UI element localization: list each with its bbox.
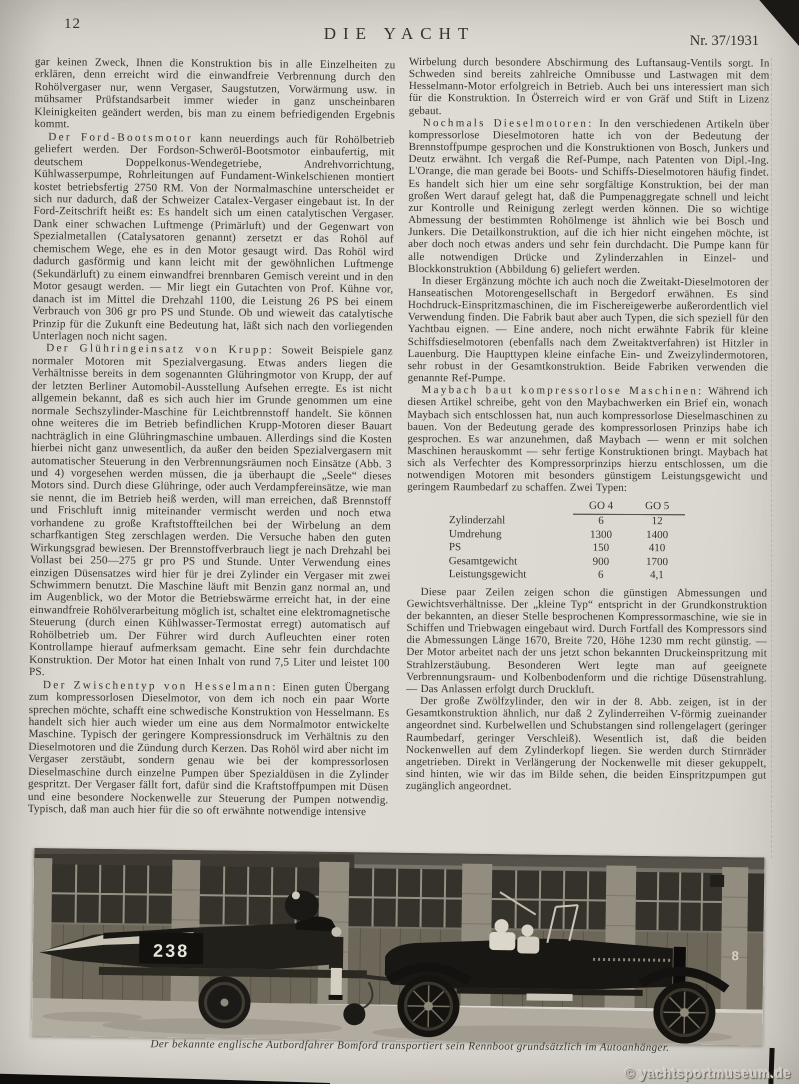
step-box: [527, 993, 573, 1001]
row-label: Zylinderzahl: [448, 514, 505, 527]
paragraph-text: Der große Zwölfzylinder, den wir in der 8. Abb. zeigen, ist in der Gesamtkonstruktion ähnlich, nur daß 2 Zylinderreihen V-förmig zueinander angeordnet sind. Kurbelwellen und Schubstangen sind rollengelagert (geringer Raumbedarf, geringer Verschleiß). Wesentlich ist, daß die beiden Nockenwellen auf dem Zylinderkopf liegen. Sie werden durch Stirnräder angetrieben. Direkt in Verlängerung der Nockenwelle mit dieser gekuppelt, sind hinten, wie wir das im Bilde sehen, die beiden Einspritzpumpen gut zugänglich angeordnet.: [405, 695, 767, 793]
paragraph-text: In dieser Ergänzung möchte ich auch noch die Zweitakt-Dieselmotoren der Hanseatischen Motorengesellschaft in Bergedorf erwähnen. Es sind Hochdruck-Einspritzmaschinen, die im Fischereigewerbe außerordentlich viel Verwendung finden. Die Fabrik baut aber auch Typen, die sich speziell für den Yachtbau eignen. — Eine andere, noch nicht erwähnte Fabrik für kleine Schiffsdieselmotoren (ebenfalls nach dem Zweitaktverfahren) ist Hitzler in Lauenburg. Die Haupttypen kleine einfache Ein- und Zweizylindermotoren, sehr robust in der Gesamtkonstruktion. Beide Fabriken verwenden die genannte Ref-Pumpe.: [407, 274, 769, 385]
cell-go4: 150: [592, 541, 609, 555]
standing-person: [329, 927, 344, 1000]
paragraph-text: Wirbelung durch besondere Abschirmung des Luftansaug-Ventils sorgt. In Schweden sind bereits zahlreiche Omnibusse und Lastwagen mit dem Hesselmann-Motor erfolgreich in Betrieb. Auch bei uns interessiert man sich für die Konstruktion. In Österreich wird er von Gräf und Stift in Lizenz gebaut.: [408, 56, 769, 117]
engine-spec-table: [448, 499, 685, 583]
cell-go5: 4,1: [649, 569, 664, 582]
cell-go5: 410: [648, 542, 665, 555]
photo-caption: Der bekannte englische Autbordfahrer Bomford transportiert sein Rennboot grundsätzlich im Autoanhänger.: [150, 1038, 670, 1054]
article-body: [27, 56, 769, 819]
paragraph: [32, 131, 395, 346]
watermark: © yachtsportmuseum.de: [624, 1066, 791, 1081]
cell-go4: 1300: [589, 528, 612, 541]
cell-go5: 1700: [645, 555, 668, 568]
paragraph-lead: Der Zwischentyp von Hesselmann:: [42, 678, 278, 694]
article-column-right: [405, 56, 769, 817]
table-header-go4: GO 4: [573, 499, 629, 514]
table-corner-cell: [449, 499, 573, 515]
paragraph: [405, 695, 766, 794]
photo-figure: [32, 848, 765, 1046]
row-label: Umdrehung: [448, 527, 501, 541]
driver-torso: [517, 936, 539, 953]
row-label: Leistungsgewicht: [448, 568, 526, 581]
paragraph-lead: Der Glühringeinsatz von Krupp:: [46, 342, 275, 357]
paragraph-lead: Nochmals Dieselmotoren:: [422, 116, 594, 130]
table-row: [448, 541, 684, 556]
cell-go5: 1400: [645, 528, 668, 541]
paragraph-text: Soweit Beispiele ganz normaler Motoren mit Spezialvergasung. Etwas anders liegen die Verhältnisse bereits in dem sogenannten Glühringmotor von Krupp, der auf der letzten Berliner Automobil-Ausstellung Aufsehen erregte. Es ist nicht allgemein bekannt, daß es sich auch hier im Grunde genommen um eine normale Sechszylinder-Maschine für Leichtbrennstoff handelt. Sie können ohne weiteres die im Betrieb befindlichen Krupp-Motoren dieser Bauart nachträglich in eine Glühringmaschine umbauen. Allerdings sind die Kosten hierbei nicht ganz unwesentlich, da außer den beiden Spezialvergasern mit automatischer Steuerung in den Verbrennungsräumen noch Einsätze (Abb. 3 und 4) vorgesehen werden müssen, die ja überhaupt die „Seele“ dieses Motors sind. Durch diese Glühringe, oder auch Verdampfereinsätze, wie man sie nennt, die im Betrieb heiß werden, will man erreichen, daß Brennstoff und Frischluft innig miteinander vermischt werden und noch etwa vorhandene zu große Kraftstoffteilchen bei der Wirbelung an dem scharfkantigen Steg zerschlagen werden. Die Versuche haben den guten Wirkungsgrad bewiesen. Der Brennstoffverbrauch liegt je nach Drehzahl bei Vollast bei 250—275 gr pro PS und Stunde. Unter Verwendung eines einzigen Düsensatzes wird hier für je drei Zylinder ein Vergaser mit zwei Schwimmern benutzt. Die Maschine läuft mit Benzin ganz normal an, und im Augenblick, wo der Motor die Betriebswärme erreicht hat, in der eine einwandfreie Rohölverarbeitung möglich ist, schaltet eine elektromagnetische Steuerung (durch einen Kühlwasser-Termostat erregt) automatisch auf Rohölbetrieb um. Der Führer wird durch Aufleuchten einer roten Kontrollampe hierauf aufmerksam gemacht. Eine sehr fein durchdachte Konstruktion. Der Motor hat einen Inhalt von rund 7,5 Liter und leistet 100 PS.: [29, 344, 393, 679]
paragraph: [34, 56, 395, 134]
paragraph: [408, 56, 769, 118]
row-label: Gesamtgewicht: [448, 554, 517, 568]
row-label: PS: [448, 541, 461, 554]
paragraph: [407, 384, 768, 495]
scan-artifact-bottom: [0, 1072, 330, 1084]
table-header-go5: GO 5: [629, 500, 685, 515]
table-row: [448, 514, 684, 529]
article-column-left: [28, 56, 396, 819]
paragraph: [28, 679, 390, 819]
paragraph-text: kann neuerdings auch für Rohölbetrieb geliefert werden. Der Fordson-Schweröl-Bootsmotor einbaufertig, mit deutschem Doppelkonus-Wendegetriebe, Andrehvorrichtung, Kühlwasserpumpe, Rohrleitungen auf Fundament-Winkelschienen montiert kostet betriebsfertig 2750 RM. Von der Normalmaschine unterscheidet er sich nur dadurch, daß der Schweizer Catalex-Vergaser eingebaut ist. In der Ford-Zeitschrift heißt es: Es handelt sich um einen catalytischen Vergaser. Dank einer schwachen Luftmenge (Primärluft) und der Gegenwart von Spezialmetallen (Catalysatoren genannt) zersetzt er das Rohöl auf chemischem Wege, ehe es in den Motor gesaugt wird. Das Rohöl wird dadurch gasförmig und kann leicht mit der gewöhnlichen Luftmenge (Sekundärluft) zu einem einwandfrei brennbaren Gemisch vereint und in den Motor gesaugt werden. — Mir liegt ein Gutachten von Prof. Kühne vor, danach ist im Mittel die Drehzahl 1100, die Leistung 26 PS bei einem Verbrauch von 306 gr pro PS und Stunde. Ob und wieweit das catalytische Prinzip für die Zukunft eine Bedeutung hat, läßt sich nach den vorliegenden Unterlagen noch nicht sagen.: [32, 132, 395, 344]
door-number: 8: [731, 948, 739, 964]
cell-go4: 900: [592, 555, 609, 568]
paragraph-text: Diese paar Zeilen zeigen schon die günstigen Abmessungen und Gewichtsverhältnisse. Der „kleine Typ“ entspricht in der Grundkonstruktion der bekannten, an dieser Stelle besprochenen Kompressormaschine, wie sie in Schiffen und Triebwagen eingebaut wird. Durch Fortfall des Kompressors sind die Abmessungen Länge 1670, Breite 720, Höhe 1230 mm recht günstig. — Der Motor arbeitet nach der uns jetzt schon bekannten Druckeinspritzung mit Strahlzerstäubung. Besonderen Wert legte man auf geeignete Verbrennungsraum- und Kolbenbodenform und die richtige Düsenstrahlung. — Das Anlassen erfolgt durch Druckluft.: [405, 585, 767, 696]
paragraph: [29, 342, 393, 682]
paragraph: [408, 117, 769, 277]
paragraph-text: gar keinen Zweck, Ihnen die Konstruktion bis in alle Einzelheiten zu erklären, denn erreicht wird die einwandfreie Verbrennung durch den Rohölvergaser nur, wenn Vergaser, Saugstutzen, Vorwärmung usw. in mühsamer Prüfstandsarbeit immer wieder in ganz unscheinbaren Kleinigkeiten geändert werden, bis man zu einem befriedigenden Ergebnis kommt.: [34, 56, 396, 131]
passenger-torso: [489, 932, 515, 950]
magazine-title: DIE YACHT: [323, 24, 476, 43]
table-row: [448, 528, 684, 543]
paragraph-text: In den verschiedenen Artikeln über kompressorlose Dieselmotoren hatte ich von der Bedeutung der Brennstoffpumpe gesprochen und die Konstruktionen von Bosch, Junkers und Deutz erwähnt. Ich vergaß die Ref-Pumpe, nach Patenten von Dipl.-Ing. L'Orange, die man gerade bei Boots- und Schiffs-Dieselmotoren häufig findet. Es handelt sich hier um eine sehr sorgfältige Konstruktion, bei der man großen Wert darauf gelegt hat, daß die Pumpenaggregate schnell und leicht zur Kontrolle und Reinigung zerlegt werden können. Die so wichtige Abmessung der bestimmten Rohölmenge ist ähnlich wie bei Bosch und Junkers. Die Detailkonstruktion, auf die ich hier nicht eingehen möchte, ist aber doch noch etwas anders und sehr fein durchdacht. Die Pumpe kann für alle notwendigen Drücke und Zylinderzahlen in Einzel- und Blockkonstruktion (Abbildung 6) geliefert werden.: [407, 117, 769, 276]
header-page-number: 12: [64, 16, 81, 32]
garage-windows: [52, 864, 765, 931]
paragraph-text: Während ich diesen Artikel schreibe, geht von den Maybachwerken ein Brief ein, wonach Maybach sich entschlossen hat, nun auch kompressorlose Dieselmaschinen zu bauen. Von der Bedeutung gerade des kompressorlosen Prinzips habe ich gesprochen. Es war anzunehmen, daß Maybach — wenn er mit solchen Maschinen herauskommt — sehr fertige Konstruktionen bringt. Maybach hat sich als Verfechter des Kompressorprinzips hierzu entschlossen, um die notwendigen Motoren mit besonders günstigem Leistungsgewicht und geringem Raumbedarf zu schaffen. Zwei Typen:: [406, 385, 768, 495]
table-row: [448, 568, 684, 583]
paragraph-lead: Der Ford-Bootsmotor: [48, 130, 194, 145]
door-hatch: [710, 875, 724, 887]
paragraph: [407, 275, 768, 386]
cell-go4: 6: [597, 514, 604, 527]
paragraph-lead: Maybach baut kompressorlose Maschinen:: [421, 384, 704, 398]
cell-go5: 12: [651, 515, 663, 528]
boat-number: 238: [153, 940, 190, 962]
page-crease-line: [771, 58, 772, 858]
photo-illustration: [32, 848, 765, 1046]
paragraph: [406, 586, 767, 697]
table-row: [448, 555, 684, 570]
cell-go4: 6: [597, 568, 604, 581]
issue-number: Nr. 37/1931: [689, 33, 759, 49]
paragraph-text: Einen guten Übergang zum kompressorlosen Dieselmotor, von dem ich noch ein paar Worte sprechen möchte, schafft eine schwedische Konstruktion von Hesselmann. Es handelt sich hier auch wieder um eine aus dem Normalmotor entwickelte Maschine. Typisch der geringere Kompressionsdruck im Verhältnis zu den Dieselmotoren und die Zündung durch Kerzen. Das Rohöl wird aber nicht im Vergaser zerstäubt, sondern genau wie bei der kompressorlosen Dieselmaschine durch einzelne Pumpen über Spezialdüsen in die Zylinder gespritzt. Der Vergaser fällt fort, dafür sind die Kraftstoffpumpen mit Düsen und eine besondere Nockenwelle zur Steuerung der Pumpen notwendig. Typisch, daß man auch hier für die so oft erwähnte notwendige intensive: [27, 681, 390, 819]
